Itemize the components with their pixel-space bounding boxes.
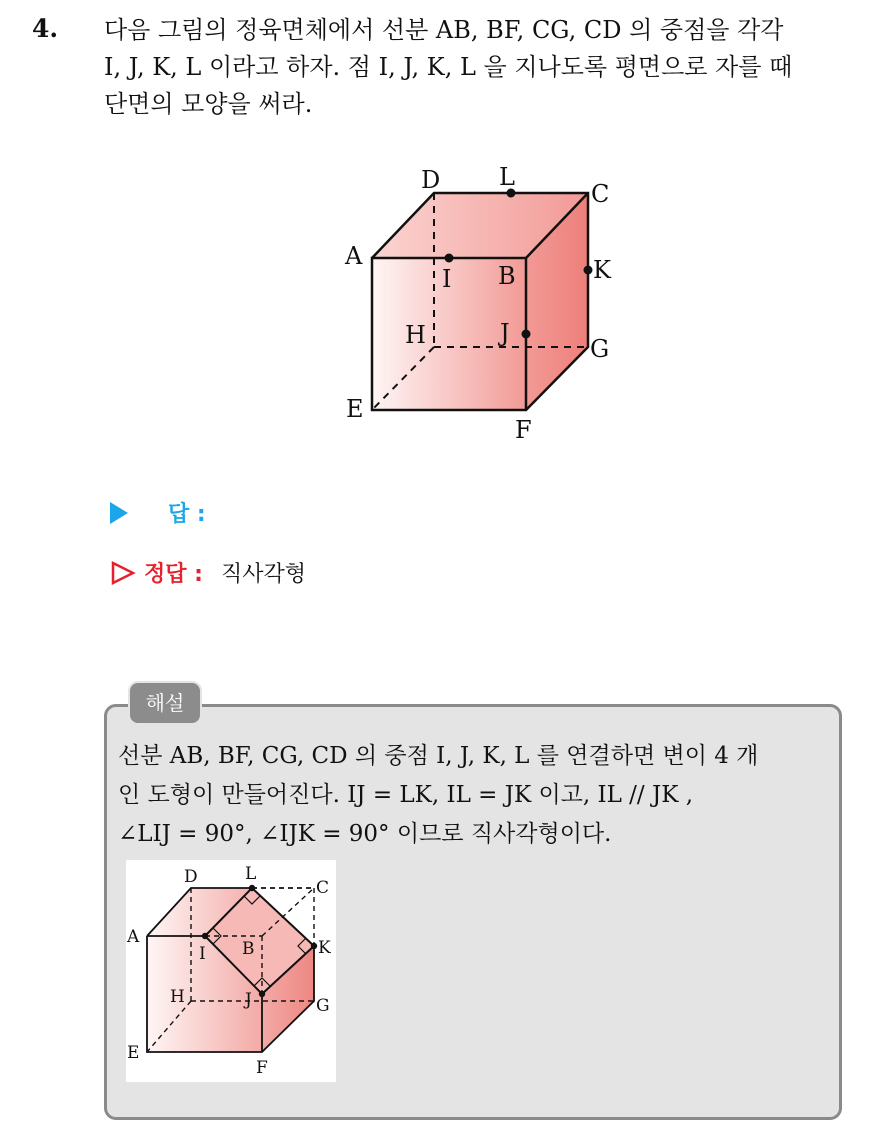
point-i [445, 254, 454, 263]
question-line-2: I, J, K, L 이라고 하자. 점 I, J, K, L 을 지나도록 평면으로 자를 때 [104, 53, 793, 81]
fig2-label-l: L [245, 864, 257, 884]
question-number: 4. [32, 14, 59, 43]
fig2-label-j: J [245, 990, 252, 1010]
label-e: E [346, 395, 364, 423]
fig2-label-c: C [316, 878, 330, 898]
explanation-text [118, 737, 834, 854]
answer-row [110, 497, 206, 528]
point-k [584, 266, 593, 275]
label-l: L [499, 163, 515, 191]
label-a: A [345, 242, 363, 270]
cross-section-figure [126, 860, 336, 1082]
explanation-line-3: ∠LIJ = 90°, ∠IJK = 90° 이므로 직사각형이다. [118, 821, 612, 847]
fig2-label-e: E [127, 1043, 140, 1063]
question-text [104, 12, 856, 123]
fig2-label-k: K [318, 938, 331, 958]
label-k: K [593, 256, 611, 284]
label-h: H [405, 321, 426, 349]
fig2-label-d: D [184, 867, 198, 887]
explanation-line-1: 선분 AB, BF, CG, CD 의 중점 I, J, K, L 를 연결하면 변이 4 개 [118, 743, 759, 769]
explanation-line-2: 인 도형이 만들어진다. IJ = LK, IL = JK 이고, IL // JK , [118, 782, 694, 808]
fig2-label-h: H [170, 987, 185, 1007]
label-d: D [421, 166, 441, 194]
fig2-label-b: B [242, 939, 255, 959]
correct-answer-label: 정답 : [144, 562, 203, 587]
point-j [522, 330, 531, 339]
label-i: I [442, 265, 452, 293]
label-j: J [500, 319, 510, 347]
explanation-tab: 해설 [128, 681, 202, 725]
answer-label: 답 : [168, 502, 206, 527]
question-line-1: 다음 그림의 정육면체에서 선분 AB, BF, CG, CD 의 중점을 각각 [104, 16, 784, 44]
fig2-label-i: I [199, 944, 206, 964]
fig2-label-a: A [127, 927, 140, 947]
label-b: B [498, 262, 516, 290]
question-line-3: 단면의 모양을 써라. [104, 90, 313, 118]
play-triangle-icon [110, 502, 128, 524]
correct-answer-value: 직사각형 [220, 562, 306, 587]
fig2-label-g: G [316, 996, 330, 1016]
correct-answer-row [110, 557, 306, 588]
fig2-label-f: F [256, 1058, 268, 1078]
cube-figure [330, 158, 630, 448]
label-g: G [590, 335, 610, 363]
label-c: C [591, 180, 610, 208]
label-f: F [515, 416, 532, 444]
outline-triangle-icon [110, 560, 136, 586]
